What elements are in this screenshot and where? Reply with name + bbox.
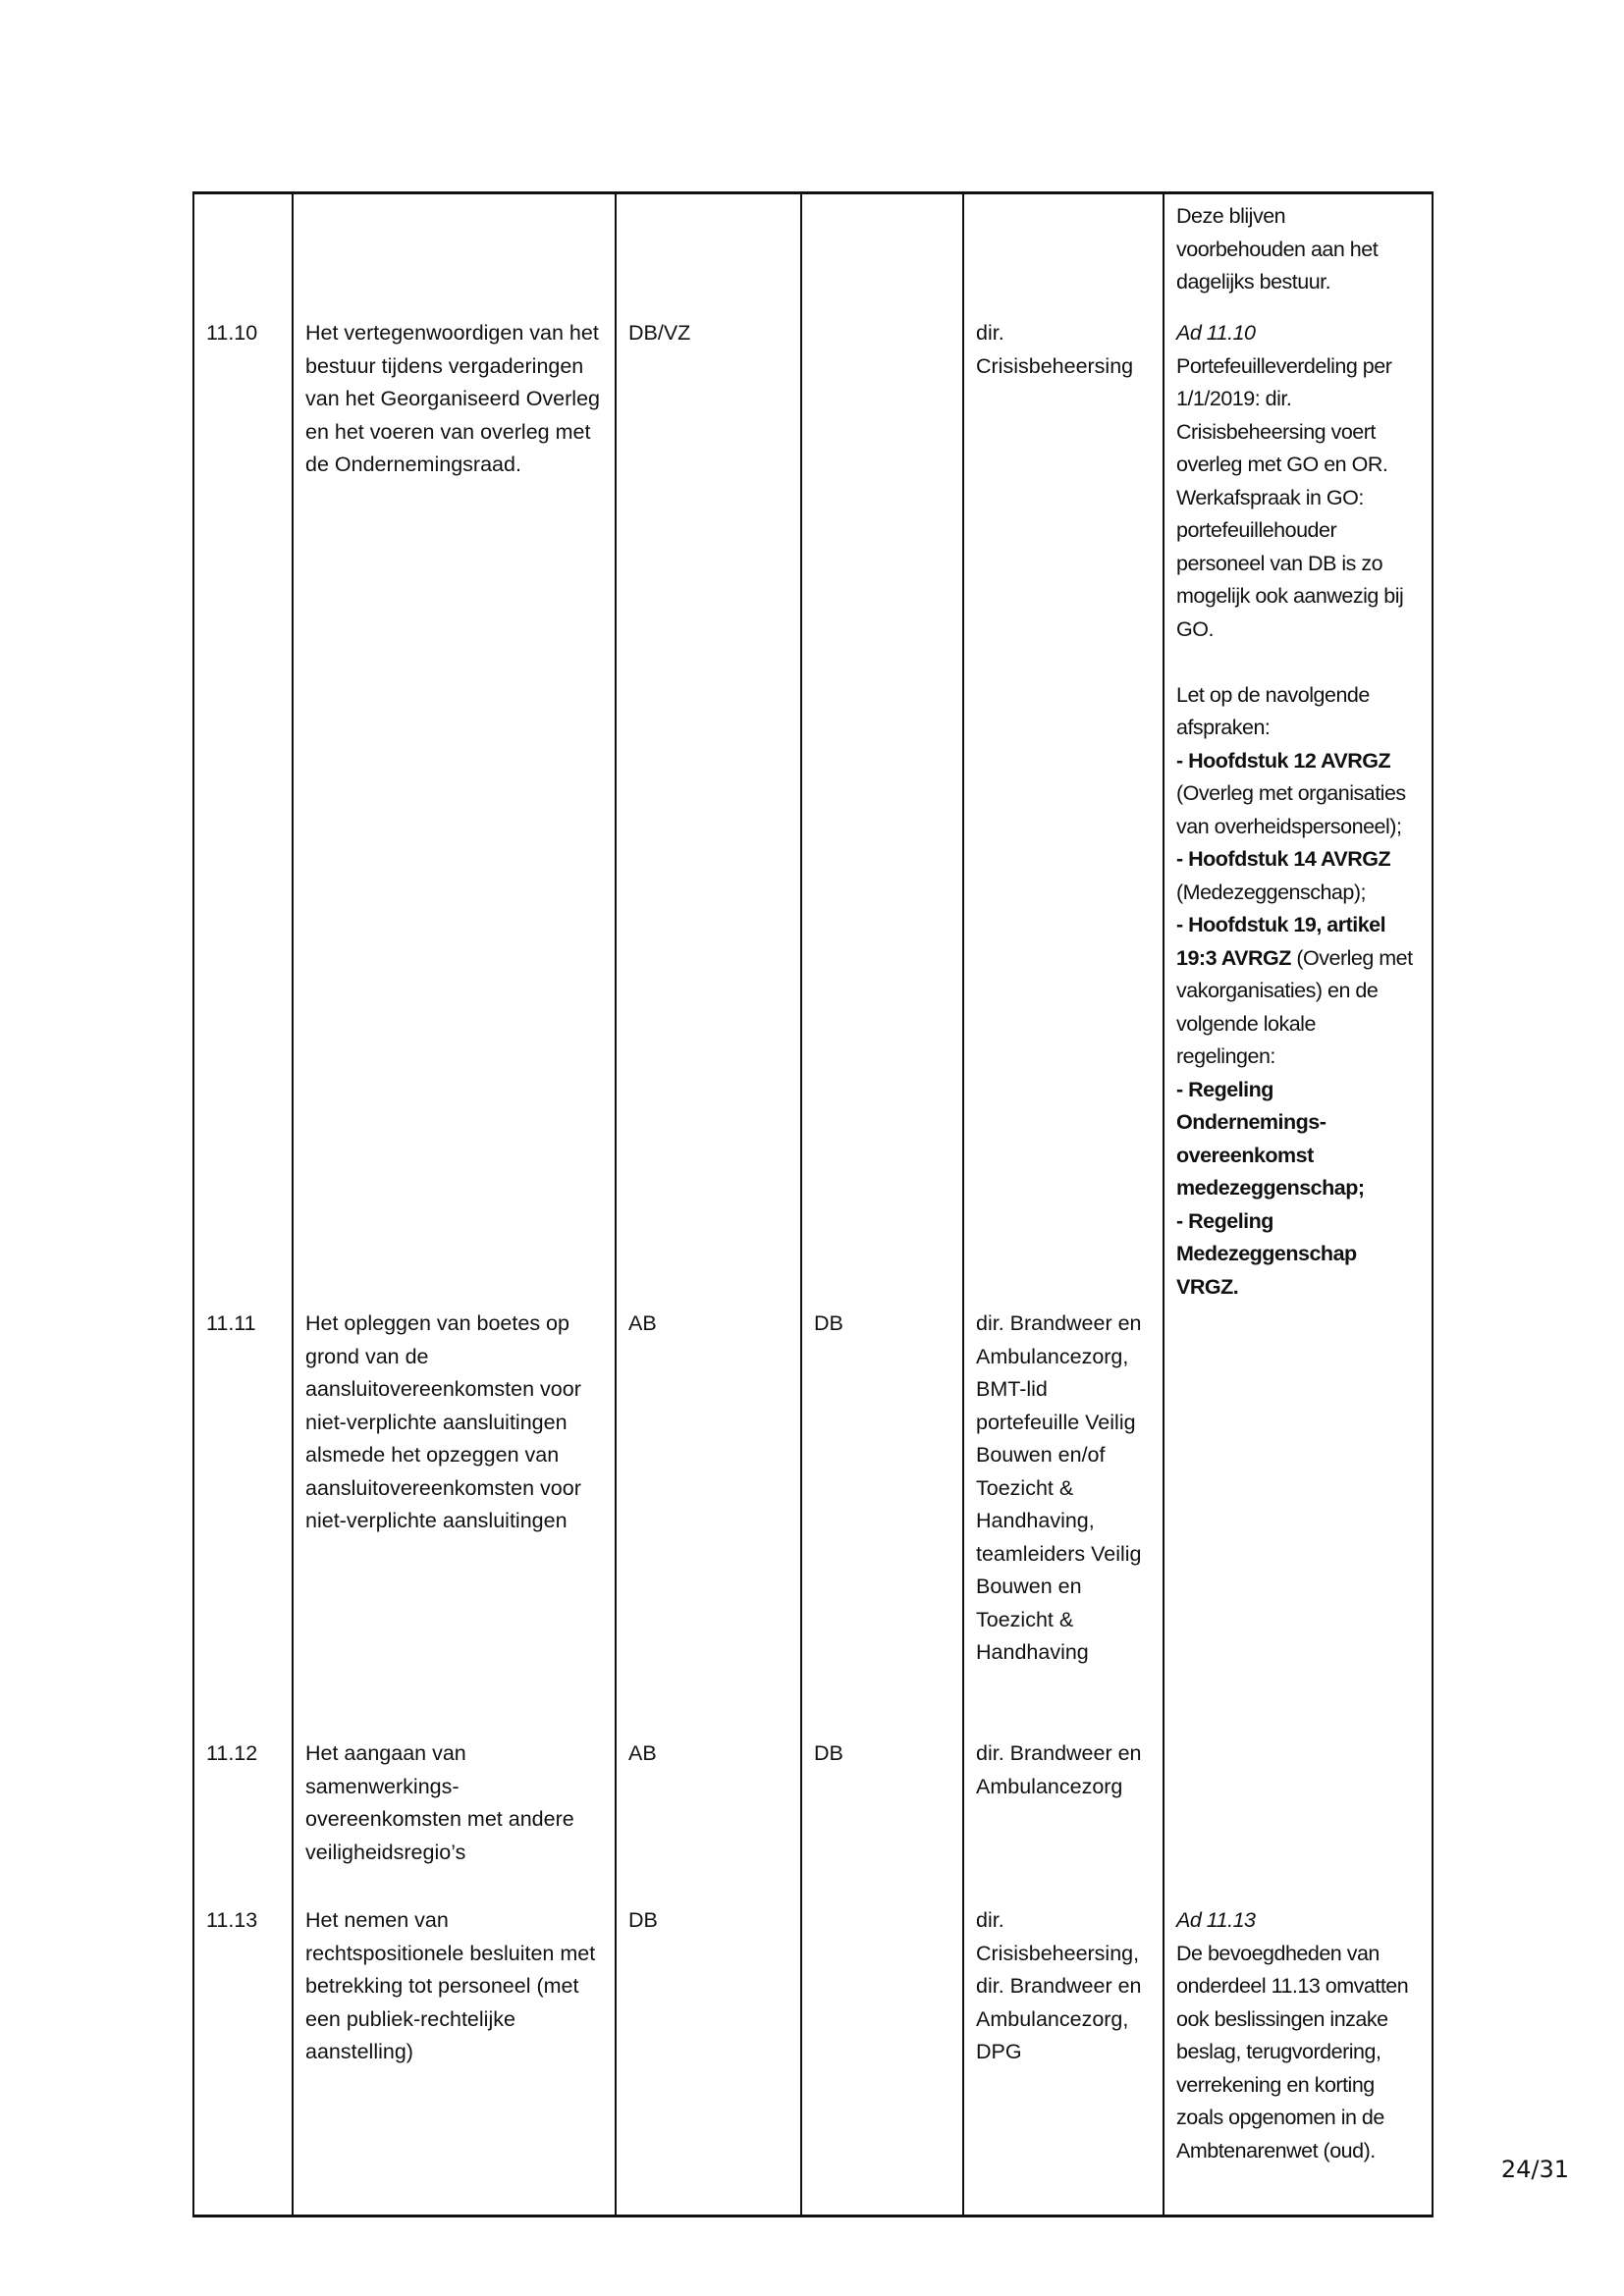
mandate-holder: AB xyxy=(616,1304,801,1734)
table-row xyxy=(193,313,1433,1304)
row-number xyxy=(193,193,293,314)
table-row xyxy=(193,193,1433,314)
mandate-holder xyxy=(616,193,801,314)
mandatee: dir. Crisisbeheersing xyxy=(963,313,1164,1304)
page-number: 24/31 xyxy=(1500,2156,1569,2183)
sub-mandate-holder: DB xyxy=(801,1734,963,1900)
remark-text: Portefeuilleverdeling per 1/1/2019: dir. Crisisbeheersing voert overleg met GO en OR. Werkafspraak in GO: portefeuillehouder personeel van DB is zo mogelijk ook aanwezig bij GO. xyxy=(1176,353,1404,641)
row-number: 11.12 xyxy=(193,1734,293,1900)
remark xyxy=(1164,1734,1433,1900)
competence-text: Het opleggen van boetes op grond van de aansluitovereenkomsten voor niet-verplichte aansluitingen alsmede het opzeggen van aansluitovereenkomsten voor niet-verplichte aansluitingen xyxy=(293,1304,616,1734)
table-row xyxy=(193,1304,1433,1734)
sub-mandate-holder xyxy=(801,193,963,314)
remark-list-item: - Hoofdstuk 19, artikel 19:3 AVRGZ (Overleg met vakorganisaties) en de volgende lokale regelingen: xyxy=(1176,913,1413,1068)
remark-list-item: - Regeling Ondernemings-overeenkomst medezeggenschap; xyxy=(1176,1077,1365,1200)
table-row xyxy=(193,1900,1433,2216)
remark-list-item: - Hoofdstuk 14 AVRGZ (Medezeggenschap); xyxy=(1176,847,1391,904)
remark xyxy=(1164,1304,1433,1734)
mandate-holder: DB xyxy=(616,1900,801,2216)
mandate-holder: AB xyxy=(616,1734,801,1900)
table-row xyxy=(193,1734,1433,1900)
row-number: 11.13 xyxy=(193,1900,293,2216)
remark-reference: Ad 11.13 xyxy=(1176,1908,1256,1932)
sub-mandate-holder: DB xyxy=(801,1304,963,1734)
mandate-table xyxy=(192,191,1434,2217)
row-number: 11.11 xyxy=(193,1304,293,1734)
competence-text xyxy=(293,193,616,314)
mandatee: dir. Crisisbeheersing, dir. Brandweer en Ambulancezorg, DPG xyxy=(963,1900,1164,2216)
row-number: 11.10 xyxy=(193,313,293,1304)
mandate-holder: DB/VZ xyxy=(616,313,801,1304)
remark xyxy=(1164,313,1433,1304)
remark-list-item: - Regeling Medezeggenschap VRGZ. xyxy=(1176,1208,1357,1299)
competence-text: Het vertegenwoordigen van het bestuur tijdens vergaderingen van het Georganiseerd Overleg en het voeren van overleg met de Ondernemingsraad. xyxy=(293,313,616,1304)
mandatee: dir. Brandweer en Ambulancezorg, BMT-lid portefeuille Veilig Bouwen en/of Toezicht & Handhaving, teamleiders Veilig Bouwen en Toezicht & Handhaving xyxy=(963,1304,1164,1734)
competence-text: Het aangaan van samenwerkings-overeenkomsten met andere veiligheidsregio’s xyxy=(293,1734,616,1900)
remark-list-item: - Hoofdstuk 12 AVRGZ (Overleg met organisaties van overheidspersoneel); xyxy=(1176,748,1406,838)
sub-mandate-holder xyxy=(801,1900,963,2216)
sub-mandate-holder xyxy=(801,313,963,1304)
remark-text: Let op de navolgende afspraken: xyxy=(1176,682,1370,739)
remark-reference: Ad 11.10 xyxy=(1176,321,1256,345)
competence-text: Het nemen van rechtspositionele besluiten met betrekking tot personeel (met een publiek-rechtelijke aanstelling) xyxy=(293,1900,616,2216)
remark xyxy=(1164,1900,1433,2216)
remark-text: De bevoegdheden van onderdeel 11.13 omvatten ook beslissingen inzake beslag, terugvordering, verrekening en korting zoals opgenomen in de Ambtenarenwet (oud). xyxy=(1176,1941,1409,2163)
mandatee xyxy=(963,193,1164,314)
mandatee: dir. Brandweer en Ambulancezorg xyxy=(963,1734,1164,1900)
remark xyxy=(1164,193,1433,314)
remark-text: Deze blijven voorbehouden aan het dagelijks bestuur. xyxy=(1176,204,1379,294)
